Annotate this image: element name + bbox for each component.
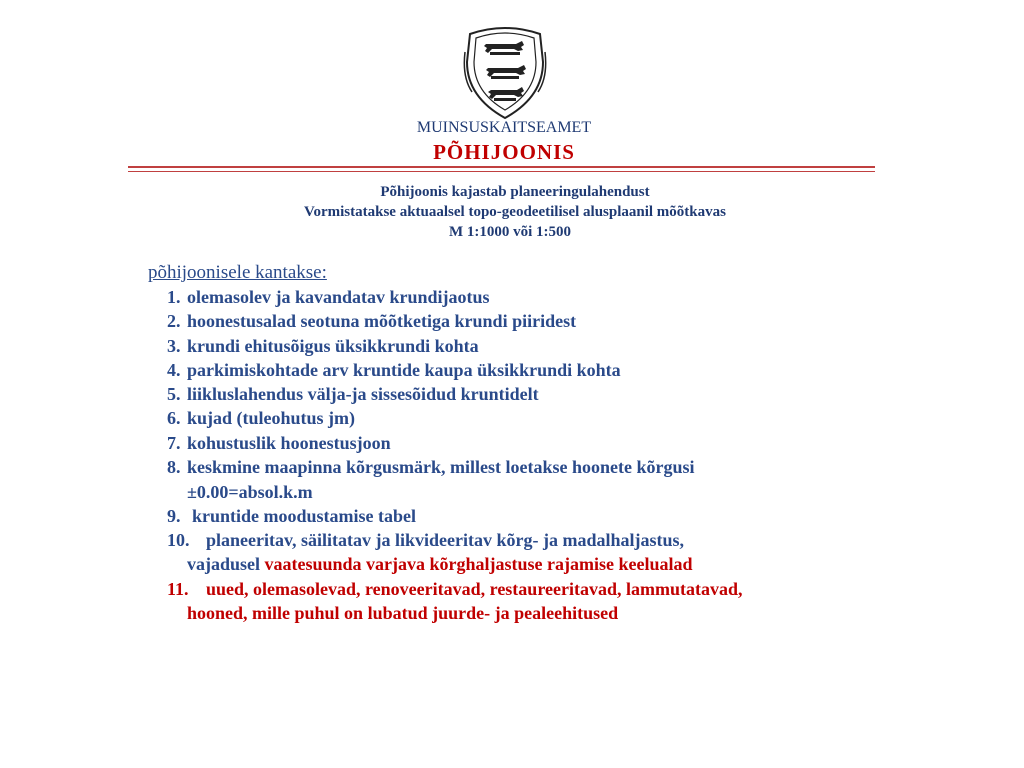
list-item-text: liikluslahendus välja-ja sissesõidud kruntidelt [187,384,539,404]
list-item-text: kohustuslik hoonestusjoon [187,433,391,453]
description-line-3: M 1:1000 või 1:500 [448,224,572,240]
divider-thick [128,166,875,168]
divider-thin [128,171,875,172]
page-title: PÕHIJOONIS [433,140,575,164]
list-heading: põhijoonisele kantakse: [148,262,327,283]
list-item-text: hoonestusalad seotuna mõõtketiga krundi piiridest [187,311,577,331]
list-item-text: kruntide moodustamise tabel [192,506,417,526]
list-item-text: hooned, mille puhul on lubatud juurde- ja pealeehitused [187,603,619,623]
description [0,182,1024,242]
list-item-number: 10. [167,530,190,550]
description-line-2: Vormistatakse aktuaalsel topo-geodeetilisel alusplaanil mõõtkavas [304,204,726,220]
list-item-number: 9. [167,506,181,526]
list-item-text: vajadusel [187,554,261,574]
description-line-1: Põhijoonis kajastab planeeringulahendust [380,184,650,200]
list-item-number: 4. [167,360,181,380]
estonia-coat-of-arms-icon [460,22,550,122]
list-item-text: uued, olemasolevad, renoveeritavad, restaureeritavad, lammutatavad, [206,579,743,599]
list-item-text: olemasolev ja kavandatav krundijaotus [187,287,490,307]
list-item-text: keskmine maapinna kõrgusmärk, millest loetakse hoonete kõrgusi [187,457,695,477]
list-item-number: 3. [167,336,181,356]
organization-name: MUINSUSKAITSEAMET [416,119,592,136]
list-item-text: parkimiskohtade arv kruntide kaupa üksikkrundi kohta [187,360,621,380]
list-item-number: 6. [167,408,181,428]
list-item-text: ±0.00=absol.k.m [187,482,313,502]
list-item-text: kujad (tuleohutus jm) [187,408,356,428]
list-item-text-highlight: vaatesuunda varjava kõrghaljastuse rajamise keelualad [264,554,693,574]
list-item-text: krundi ehitusõigus üksikkrundi kohta [187,336,479,356]
list-item-number: 7. [167,433,181,453]
list-item-number: 1. [167,287,181,307]
list-item-number: 11. [167,579,189,599]
list-item-number: 5. [167,384,181,404]
list-item-text: planeeritav, säilitatav ja likvideeritav kõrg- ja madalhaljastus, [206,530,684,550]
list-item-number: 2. [167,311,181,331]
list-item-number: 8. [167,457,181,477]
